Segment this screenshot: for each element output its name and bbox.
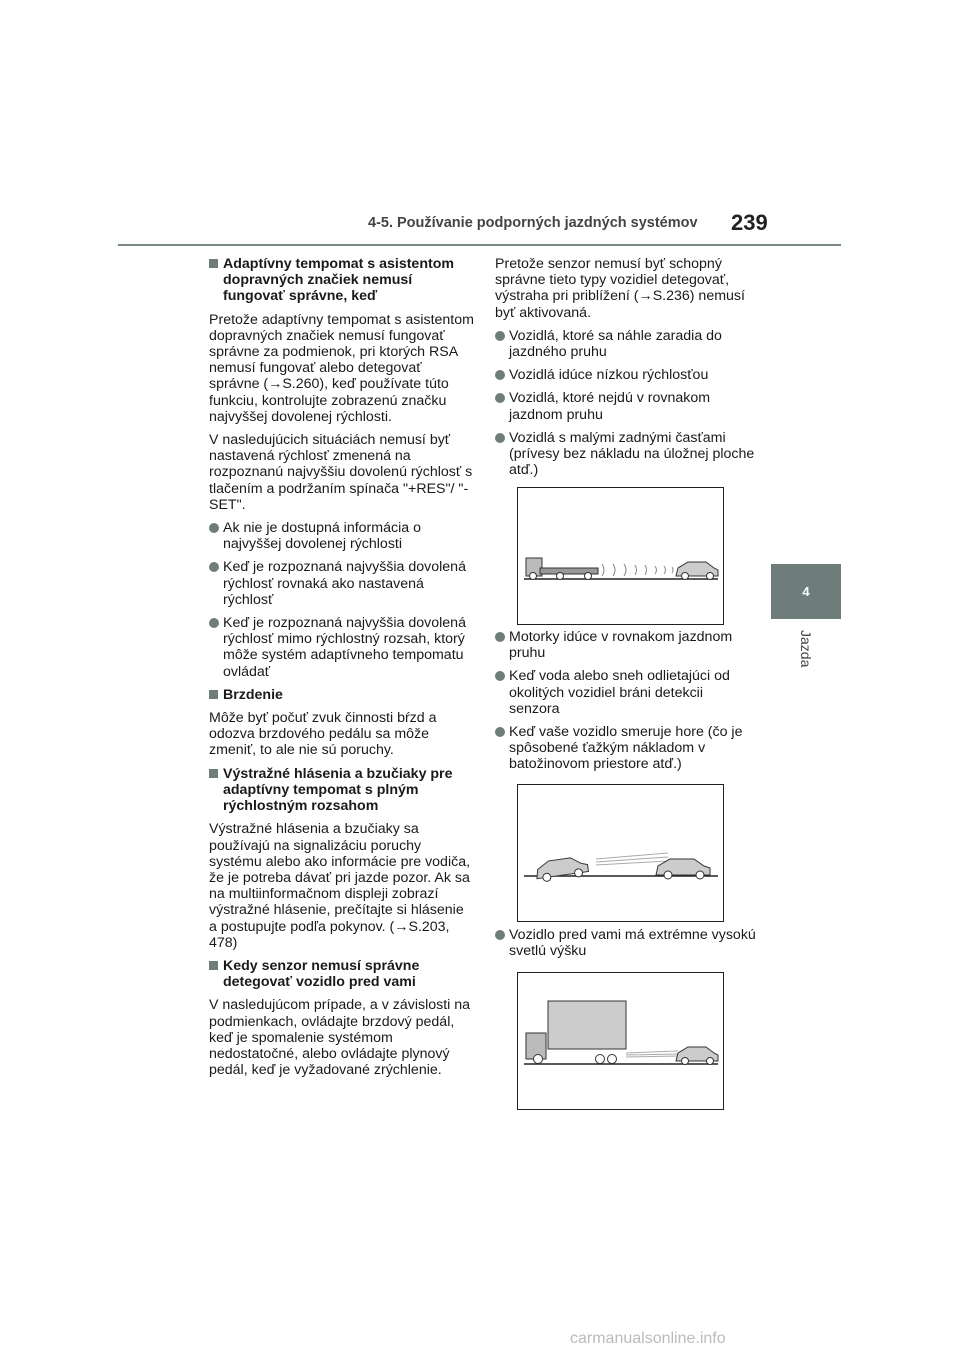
list-item: Motorky idúce v rovnakom jazdnom pruhu — [495, 629, 757, 661]
round-bullet-icon — [495, 393, 505, 403]
paragraph: Môže byť počuť zvuk činnosti bŕzd a odozva brzdového pedálu sa môže zmeniť, to ale nie sú poruchy. — [209, 710, 437, 759]
trailer-illustration — [517, 487, 724, 625]
heading: Výstražné hlásenia a bzučiaky pre adaptívny tempomat s plným rýchlostným rozsahom — [209, 766, 474, 815]
heading: Kedy senzor nemusí správne detegovať vozidlo pred vami — [209, 958, 474, 990]
list-item: Ak nie je dostupná informácia o najvyššej dovolenej rýchlosti — [209, 520, 474, 552]
square-bullet-icon — [209, 769, 218, 778]
right-column-middle — [495, 629, 757, 780]
paragraph: Pretože adaptívny tempomat s asistentom dopravných značiek nemusí fungovať správne za podmienok, pri ktorých RSA nemusí fungovať alebo detegovať správne (→S.260), keď používate túto funkciu, kontrolujte zobrazenú značku najvyššej dovolenej rýchlosti. — [209, 311, 474, 425]
round-bullet-icon — [495, 671, 505, 681]
list-item: Keď voda alebo sneh odlietajúci od okolitých vozidiel bráni detekcii senzora — [495, 668, 757, 717]
list-item: Vozidlá idúce nízkou rýchlosťou — [495, 367, 757, 383]
round-bullet-icon — [209, 562, 219, 572]
square-bullet-icon — [209, 690, 218, 699]
list-item: Keď je rozpoznaná najvyššia dovolená rýchlosť rovnaká ako nastavená rýchlosť — [209, 559, 474, 608]
page-number: 239 — [731, 210, 768, 235]
list-item: Vozidlá, ktoré sa náhle zaradia do jazdného pruhu — [495, 328, 757, 360]
round-bullet-icon — [495, 331, 505, 341]
paragraph: V nasledujúcich situáciách nemusí byť nastavená rýchlosť zmenená na rozpoznanú najvyššiu dovolenú rýchlosť s tlačením a podržaním spínača "+RES"/ "-SET". — [209, 432, 473, 513]
section-title: 4-5. Používanie podporných jazdných systémov — [368, 215, 698, 231]
square-bullet-icon — [209, 259, 218, 268]
round-bullet-icon — [209, 618, 219, 628]
list-item: Vozidlá, ktoré nejdú v rovnakom jazdnom pruhu — [495, 390, 757, 422]
paragraph: Pretože senzor nemusí byť schopný správne tieto typy vozidiel detegovať, výstraha pri priblížení (→S.236) nemusí byť aktivovaná. — [495, 256, 745, 321]
list-item: Keď je rozpoznaná najvyššia dovolená rýchlosť mimo rýchlostný rozsah, ktorý môže systém adaptívneho tempomatu ovládať — [209, 615, 474, 680]
chapter-tab[interactable] — [771, 564, 841, 619]
right-column-top — [495, 256, 757, 485]
list-item: Vozidlá s malými zadnými časťami (prívesy bez nákladu na úložnej ploche atď.) — [495, 430, 757, 479]
right-column-bottom — [495, 927, 757, 966]
round-bullet-icon — [209, 523, 219, 533]
round-bullet-icon — [495, 930, 505, 940]
chapter-label — [771, 630, 841, 667]
high-clearance-truck-illustration — [517, 972, 724, 1110]
header-divider — [118, 244, 841, 246]
watermark: carmanualsonline.info — [570, 1330, 726, 1347]
left-column — [209, 256, 474, 1085]
list-item: Keď vaše vozidlo smeruje hore (čo je spôsobené ťažkým nákladom v batožinovom priestore atď.) — [495, 724, 757, 773]
list-item: Vozidlo pred vami má extrémne vysokú svetlú výšku — [495, 927, 757, 959]
round-bullet-icon — [495, 433, 505, 443]
paragraph: Výstražné hlásenia a bzučiaky sa používajú na signalizáciu poruchy systému alebo ako informácie pre vodiča, že je potreba dávať pri jazde pozor. Ak sa na multiinformačnom displeji zobrazí výstražné hlásenie, prečítajte si hlásenie a postupujte podľa pokynov. (→S.203, 478) — [209, 821, 471, 951]
round-bullet-icon — [495, 727, 505, 737]
uphill-illustration — [517, 784, 724, 922]
round-bullet-icon — [495, 632, 505, 642]
heading: Adaptívny tempomat s asistentom dopravných značiek nemusí fungovať správne, keď — [209, 256, 474, 305]
paragraph: V nasledujúcom prípade, a v závislosti na podmienkach, ovládajte brzdový pedál, keď je spomalenie systémom nedostatočné, alebo ovládajte plynový pedál, keď je vyžadované zrýchlenie. — [209, 997, 471, 1079]
round-bullet-icon — [495, 370, 505, 380]
square-bullet-icon — [209, 961, 218, 970]
chapter-label-text: Jazda — [798, 630, 814, 668]
heading: Brzdenie — [209, 687, 474, 703]
chapter-number: 4 — [802, 584, 810, 599]
